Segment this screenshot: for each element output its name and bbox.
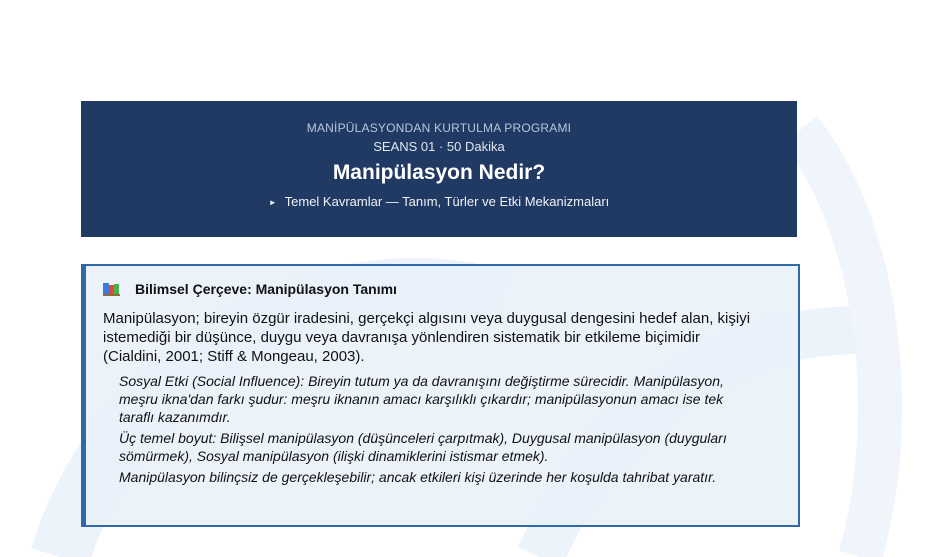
scientific-framework-box xyxy=(81,264,800,527)
program-name: MANİPÜLASYONDAN KURTULMA PROGRAMI xyxy=(306,121,572,135)
framework-notes xyxy=(119,372,754,486)
books-icon xyxy=(103,282,120,296)
session-info: SEANS 01 · 50 Dakika xyxy=(373,139,505,154)
page-title: Manipülasyon Nedir? xyxy=(332,161,546,184)
session-header xyxy=(81,101,797,237)
definition-text: Manipülasyon; bireyin özgür iradesini, gerçekçi algısını veya duygusal dengesini hedef alan, kişiyi istemediği bir düşünce, duygu veya davranışa yönlendiren sistematik bir etkileme biçimidir (Cialdini, 2001; Stiff & Mongeau, 2003). xyxy=(103,310,751,365)
triangle-right-icon: ► xyxy=(268,198,277,207)
subtitle-text: Temel Kavramlar — Tanım, Türler ve Etki Mekanizmaları xyxy=(284,194,610,209)
note-three-dimensions: Üç temel boyut: Bilişsel manipülasyon (düşünceleri çarpıtmak), Duygusal manipülasyon (duyguları sömürmek), Sosyal manipülasyon (ilişki dinamiklerini istismar etmek). xyxy=(119,430,727,464)
framework-title-text: Bilimsel Çerçeve: Manipülasyon Tanımı xyxy=(135,281,397,297)
framework-title xyxy=(103,281,754,297)
note-social-influence: Sosyal Etki (Social Influence): Bireyin tutum ya da davranışını değiştirme sürecidir. Manipülasyon, meşru ikna'dan farkı şudur: meşru iknanın amacı karşılıklı çıkardır; manipülasyonun amacı ise tek taraflı kazanımdır. xyxy=(119,373,724,425)
note-unconscious: Manipülasyon bilinçsiz de gerçekleşebilir; ancak etkileri kişi üzerinde her koşulda tahribat yaratır. xyxy=(119,469,717,485)
page-subtitle xyxy=(81,194,797,211)
